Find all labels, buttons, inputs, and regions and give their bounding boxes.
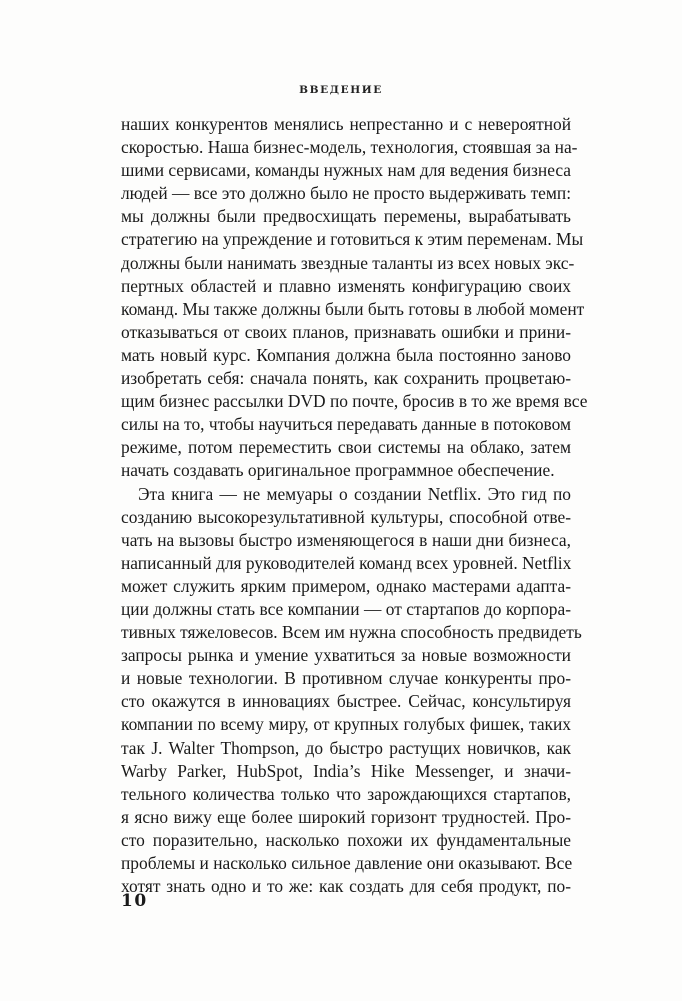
text-line: команд. Мы также должны были быть готовы в любой момент xyxy=(121,298,585,319)
text-line: проблемы и насколько сильное давление они оказывают. Все xyxy=(121,853,573,873)
text-line: силы на то, чтобы научиться передавать данные в потоковом xyxy=(121,414,572,435)
text-line: ции должны стать все компании — от стартапов до корпора- xyxy=(121,598,571,619)
text-line: скоростью. Наша бизнес-модель, технология, стоявшая за на- xyxy=(121,137,578,158)
text-line: запросы рынка и умение ухватиться за новые возможности xyxy=(121,645,571,666)
text-line: стратегию на упреждение и готовиться к этим переменам. Мы xyxy=(121,229,584,250)
paragraph-1 xyxy=(121,113,588,483)
text-line: и новые технологии. В противном случае конкуренты про- xyxy=(121,668,571,689)
paragraph-2 xyxy=(121,483,582,899)
text-line: Warby Parker, HubSpot, India’s Hike Messenger, и значи- xyxy=(121,760,571,781)
text-line: сто поразительно, насколько похожи их фундаментальные xyxy=(121,829,571,850)
text-line: шими сервисами, команды нужных нам для ведения бизнеса xyxy=(121,160,571,181)
text-line: так J. Walter Thompson, до быстро растущих новичков, как xyxy=(121,737,571,758)
text-line: начать создавать оригинальное программное обеспечение. xyxy=(121,460,555,481)
text-line: мать новый курс. Компания должна была постоянно заново xyxy=(121,344,571,365)
text-line: хотят знать одно и то же: как создать для себя продукт, по- xyxy=(121,876,571,897)
text-line: созданию высокорезультативной культуры, способной отве- xyxy=(121,506,571,527)
text-line: я ясно вижу еще более широкий горизонт трудностей. Про- xyxy=(121,806,571,827)
running-head-title: ВВЕДЕНИЕ xyxy=(299,84,383,96)
text-line: мы должны были предвосхищать перемены, вырабатывать xyxy=(121,206,571,227)
text-line: людей — все это должно было не просто выдерживать темп: xyxy=(121,183,572,204)
text-line: щим бизнес рассылки DVD по почте, бросив в то же время все xyxy=(121,391,588,412)
body-text xyxy=(121,113,588,898)
text-line: должны были нанимать звездные таланты из всех новых экс- xyxy=(121,252,575,273)
text-line: компании по всему миру, от крупных голубых фишек, таких xyxy=(121,714,571,735)
page-number: 10 xyxy=(121,891,148,911)
text-line: сто окажутся в инновациях быстрее. Сейчас, консультируя xyxy=(121,691,571,712)
text-line: написанный для руководителей команд всех уровней. Netflix xyxy=(121,552,572,573)
text-line: режиме, потом переместить свои системы на облако, затем xyxy=(121,437,571,458)
text-line: тельного количества только что зарождающихся стартапов, xyxy=(121,783,571,804)
text-line: изобретать себя: сначала понять, как сохранить процветаю- xyxy=(121,368,571,389)
text-line: может служить ярким примером, однако мастерами адапта- xyxy=(121,575,571,596)
text-line: тивных тяжеловесов. Всем им нужна способность предвидеть xyxy=(121,622,582,643)
text-line: пертных областей и плавно изменять конфигурацию своих xyxy=(121,275,571,296)
text-line: чать на вызовы быстро изменяющегося в наши дни бизнеса, xyxy=(121,529,571,550)
text-line: отказываться от своих планов, признавать ошибки и прини- xyxy=(121,321,571,342)
text-line: Эта книга — не мемуары о создании Netflix. Это гид по xyxy=(138,483,571,504)
text-line: наших конкурентов менялись непрестанно и с невероятной xyxy=(121,114,571,134)
